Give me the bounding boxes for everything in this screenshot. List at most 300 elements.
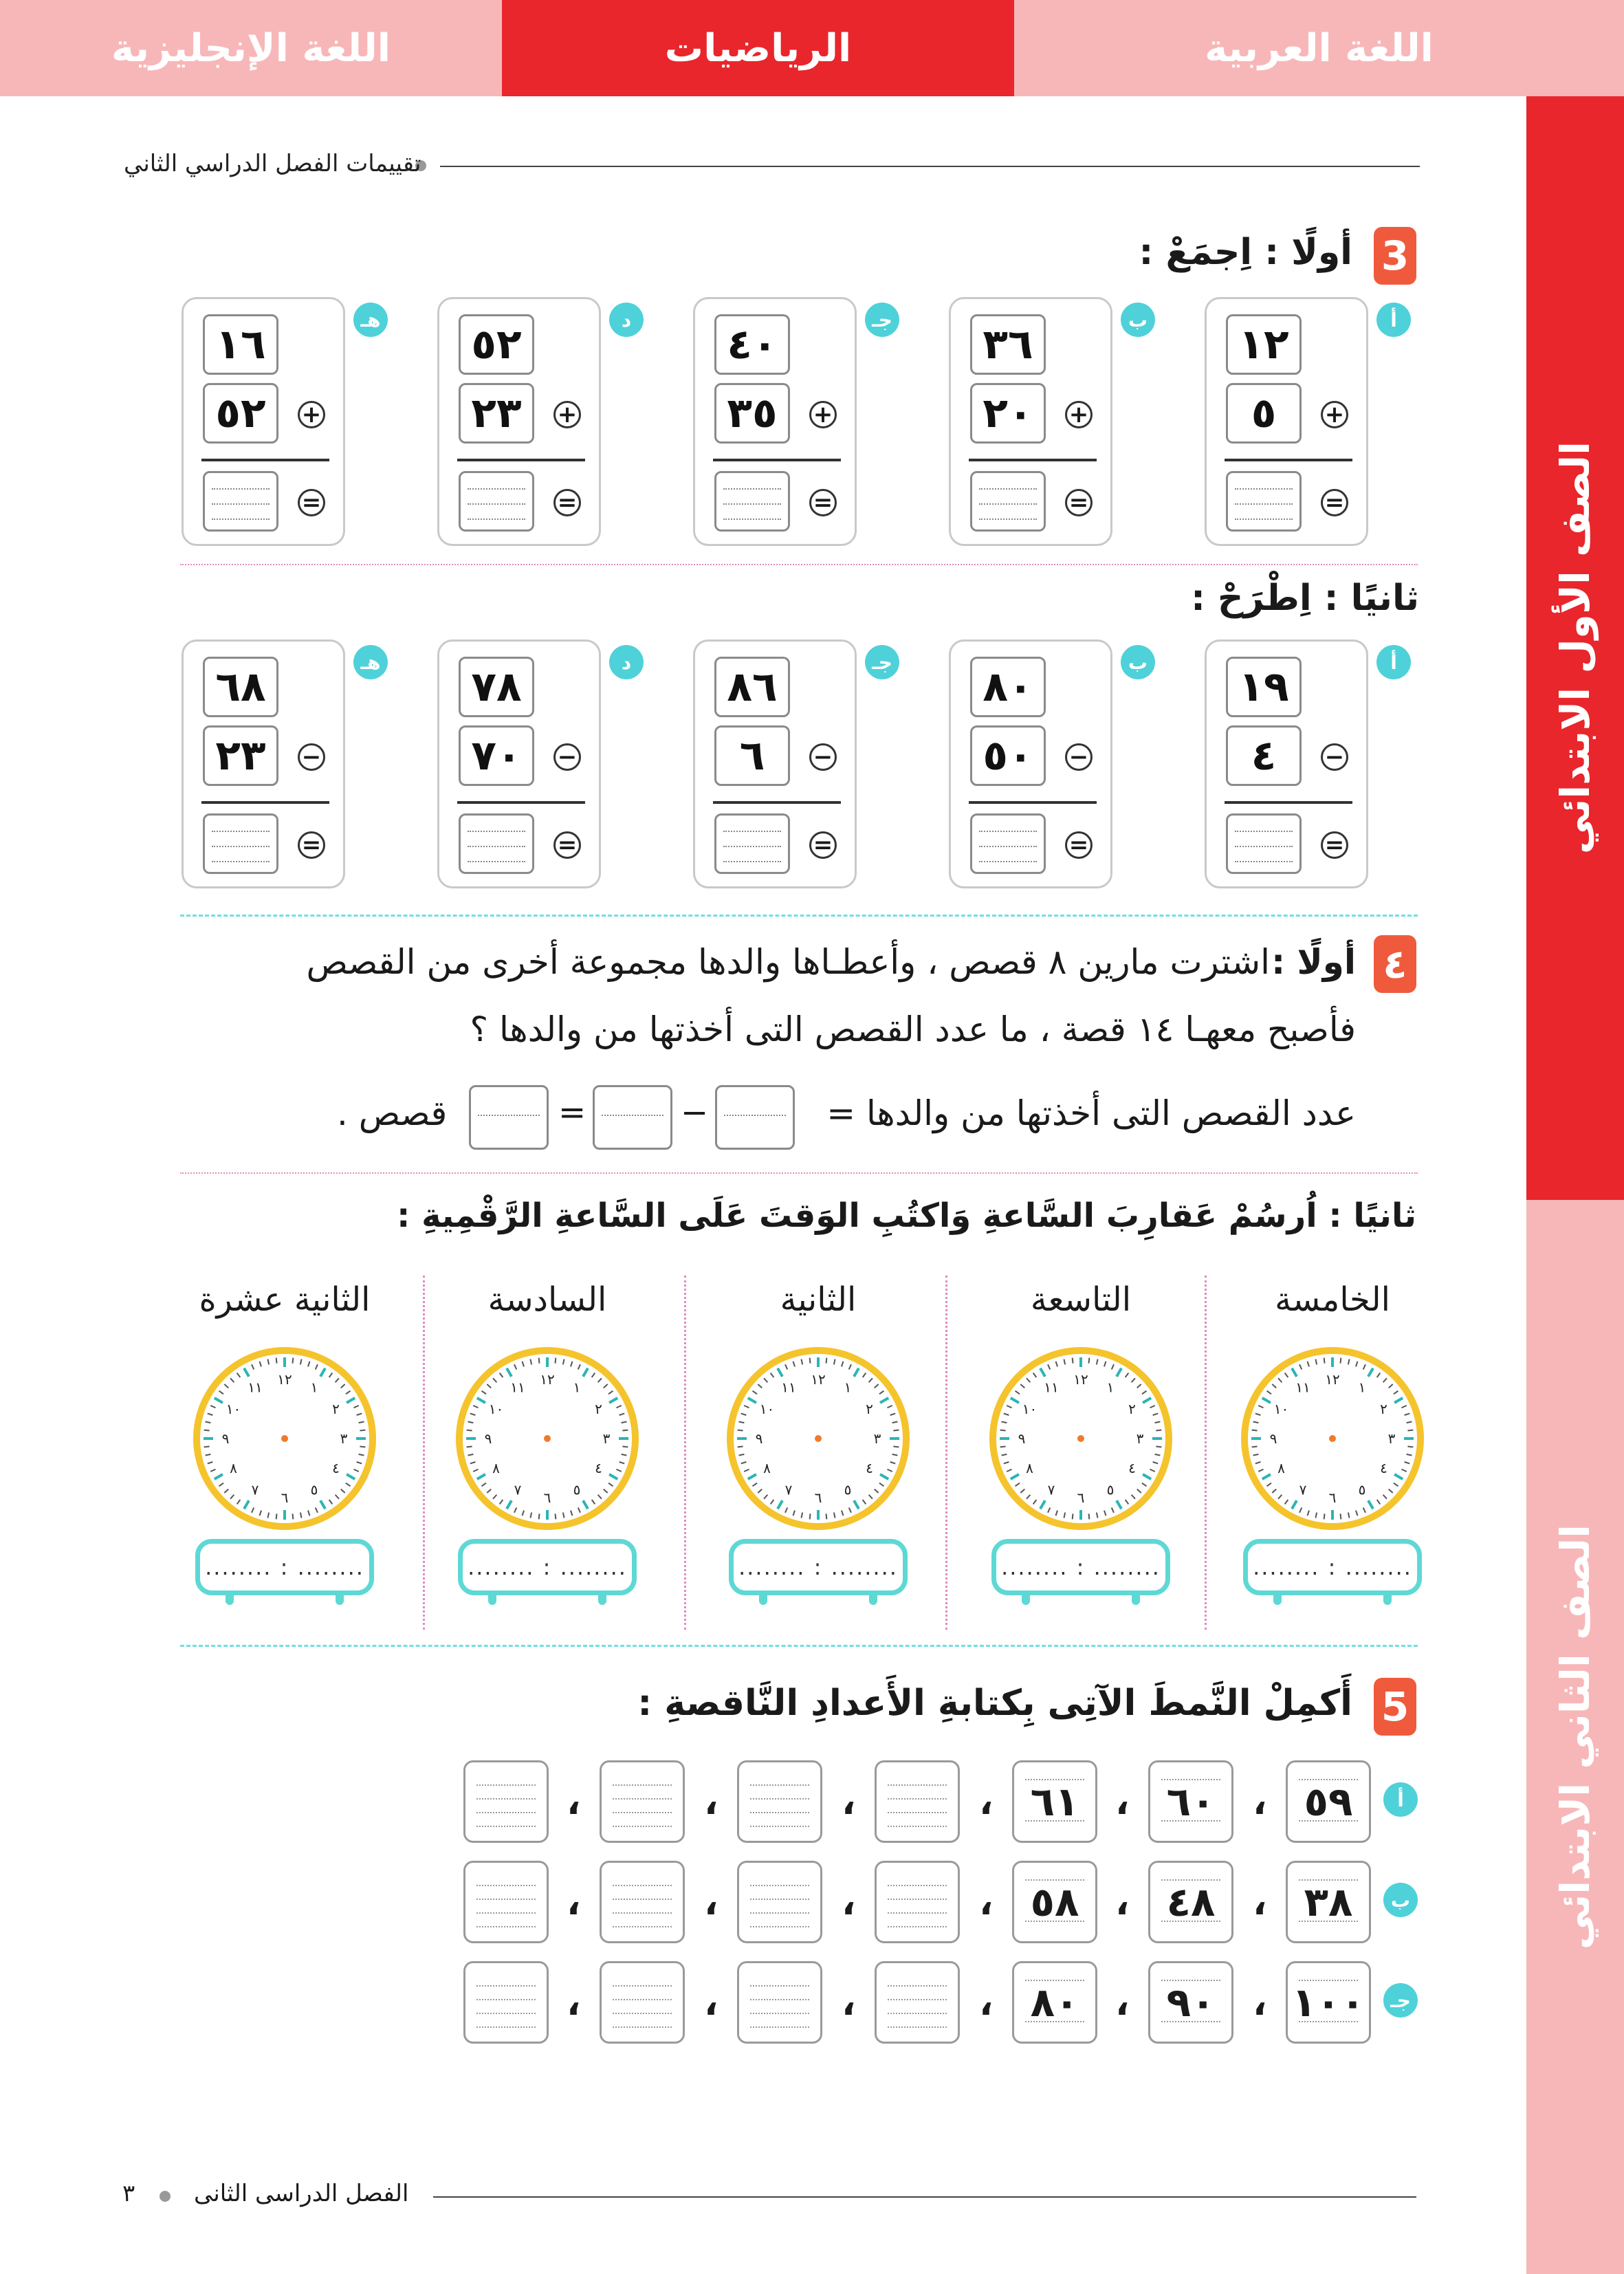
addition-bottom-number: ٣٥: [714, 383, 790, 444]
dotted-guide: [750, 2013, 809, 2014]
clock-tick: [555, 1513, 556, 1519]
clock-number: ٩: [1018, 1430, 1026, 1447]
clock-tick: [204, 1446, 210, 1447]
addition-letter-badge: جـ: [865, 303, 899, 337]
clock-number: ٢: [1128, 1401, 1136, 1417]
dotted-guide: [1161, 1980, 1220, 1981]
clock-number: ١: [573, 1379, 581, 1396]
pattern-answer-box[interactable]: [600, 1760, 685, 1843]
digital-clock-foot: [598, 1595, 606, 1605]
dotted-guide: [476, 1912, 536, 1914]
divider-q3: [180, 564, 1418, 565]
divider-q3-q4: [180, 915, 1418, 917]
addition-letter-badge: ب: [1121, 303, 1155, 337]
dotted-guide: [750, 1784, 809, 1786]
addition-letter-badge: د: [609, 303, 644, 337]
dotted-guide: [613, 1826, 672, 1827]
dotted-guide: [613, 1926, 672, 1927]
subtraction-top-number: ٦٨: [203, 657, 278, 717]
addition-operator-icon: +: [1065, 401, 1093, 428]
clock-number: ١٠: [1022, 1401, 1038, 1417]
addition-card: [437, 297, 601, 546]
dotted-guide: [1025, 1879, 1084, 1881]
subtraction-card: [182, 639, 345, 888]
subtraction-bottom-number: ٤: [1226, 725, 1302, 786]
clock-number: ٣: [340, 1430, 348, 1447]
dotted-guide: [888, 1812, 947, 1813]
equals-icon: =: [553, 831, 581, 859]
clock-tick: [1324, 1358, 1325, 1364]
equals-icon: =: [1065, 831, 1093, 859]
clock-tick: [622, 1430, 628, 1431]
dotted-guide: [613, 1798, 672, 1800]
clock-number: ٢: [866, 1401, 873, 1417]
subtraction-card: [1205, 639, 1368, 888]
digital-clock-field[interactable]: ........ : ........: [729, 1539, 908, 1595]
clock-number: ٦: [281, 1489, 289, 1506]
clock-number: ١٢: [1325, 1371, 1340, 1388]
addition-bottom-number: ٥٢: [203, 383, 278, 444]
pattern-number-box: [1286, 1861, 1371, 1943]
clock-tick: [1324, 1513, 1325, 1519]
dotted-guide: [1299, 1921, 1358, 1922]
subtraction-operator-icon: −: [1065, 743, 1093, 771]
clock-tick: [467, 1446, 472, 1447]
pattern-number: ٤٨: [1166, 1879, 1216, 1925]
dotted-guide: [1161, 1779, 1220, 1780]
addition-card: [182, 297, 345, 546]
header-rule: [440, 166, 1420, 167]
subtraction-top-number: ٨٠: [970, 657, 1046, 717]
pattern-comma: ،: [979, 1880, 994, 1923]
clock-tick: [893, 1446, 899, 1447]
digital-clock-foot: [869, 1595, 877, 1605]
addition-operator-icon: +: [298, 401, 325, 428]
dotted-guide: [888, 2026, 947, 2028]
clock-tick: [1252, 1430, 1258, 1431]
dotted-guide: [1025, 1820, 1084, 1822]
dotted-guide: [888, 1784, 947, 1786]
clock-number: ٦: [1328, 1489, 1337, 1506]
addition-operator-icon: +: [553, 401, 581, 428]
subtraction-answer-box[interactable]: [203, 813, 278, 874]
dotted-guide: [750, 1798, 809, 1800]
dotted-guide: [1025, 1779, 1084, 1780]
pattern-comma: ،: [1115, 1880, 1130, 1923]
dotted-guide: [750, 1926, 809, 1927]
pattern-comma: ،: [1253, 1980, 1267, 2024]
dotted-guide: [476, 1812, 536, 1813]
dotted-guide: [613, 2013, 672, 2014]
clock-number: ٦: [814, 1489, 822, 1506]
subtraction-bottom-number: ٢٣: [203, 725, 278, 786]
pattern-comma: ،: [1115, 1980, 1130, 2024]
clock-heading: ثانيًا : اُرسُمْ عَقارِبَ السَّاعةِ وَاكتُبِ الوَقتَ عَلَى السَّاعةِ الرَّقْمِيةِ :: [397, 1196, 1416, 1235]
digital-clock-field[interactable]: ........ : ........: [991, 1539, 1170, 1595]
clock-number: ٧: [251, 1481, 259, 1498]
dotted-guide: [888, 1826, 947, 1827]
pattern-answer-box[interactable]: [600, 1861, 685, 1943]
pattern-comma: ،: [567, 1880, 581, 1923]
addition-answer-box[interactable]: [203, 471, 278, 532]
footer-text: الفصل الدراسى الثانى: [194, 2180, 409, 2207]
dotted-guide: [888, 2013, 947, 2014]
equals-icon: =: [1321, 489, 1348, 516]
clock-label: الخامسة: [1275, 1280, 1390, 1319]
clock-label: التاسعة: [1030, 1280, 1132, 1319]
clock-tick: [1156, 1446, 1161, 1447]
subtraction-answer-box[interactable]: [459, 813, 534, 874]
addition-card: [1205, 297, 1368, 546]
analog-clock-icon[interactable]: [722, 1342, 914, 1535]
pattern-comma: ،: [704, 1880, 718, 1923]
digital-clock-foot: [336, 1595, 344, 1605]
clock-number: ١٠: [488, 1401, 504, 1417]
pattern-number-box: [1148, 1961, 1233, 2044]
section-number-5: 5: [1374, 1678, 1416, 1736]
clock-separator: [684, 1276, 686, 1630]
pattern-number-box: [1286, 1760, 1371, 1843]
clock-tick: [292, 1513, 293, 1519]
dotted-guide: [888, 1985, 947, 1987]
side-tab-grade2-label: الصف الثاني الابتدائي: [1552, 1524, 1599, 1950]
clock-center-dot: [815, 1435, 822, 1442]
pattern-answer-box[interactable]: [875, 1760, 960, 1843]
pattern-comma: ،: [842, 1880, 856, 1923]
dotted-guide: [1161, 1921, 1220, 1922]
pattern-letter-badge: أ: [1383, 1782, 1418, 1817]
pattern-answer-box[interactable]: [463, 1861, 549, 1943]
dotted-guide: [750, 1812, 809, 1813]
digital-clock-foot: [226, 1595, 234, 1605]
divider-q4-q5: [180, 1645, 1418, 1647]
clock-number: ٨: [1026, 1460, 1033, 1476]
pattern-answer-box[interactable]: [600, 1961, 685, 2044]
clock-number: ٤: [595, 1460, 602, 1476]
pattern-number-box: [1012, 1861, 1097, 1943]
clock-number: ١٠: [759, 1401, 775, 1417]
answer-box-2[interactable]: [593, 1085, 672, 1150]
clock-number: ١٢: [1073, 1371, 1088, 1388]
pattern-number: ٥٨: [1030, 1879, 1079, 1925]
pattern-number: ١٠٠: [1291, 1979, 1365, 2026]
clock-number: ٧: [514, 1481, 522, 1498]
addition-top-number: ٤٠: [714, 314, 790, 375]
digital-clock-field[interactable]: ........ : ........: [195, 1539, 374, 1595]
dotted-guide: [1161, 1879, 1220, 1881]
addition-operator-icon: +: [809, 401, 837, 428]
equals-icon: =: [809, 831, 837, 859]
subtraction-rule: [457, 801, 585, 804]
dotted-guide: [476, 1784, 536, 1786]
digital-clock-field[interactable]: ........ : ........: [1243, 1539, 1422, 1595]
clock-separator: [423, 1276, 425, 1630]
clock-tick: [1088, 1358, 1089, 1364]
clock-tick: [1000, 1430, 1006, 1431]
q4-line2: فأصبح معهـا ١٤ قصة ، ما عدد القصص التى أخذتها من والدها ؟: [470, 1009, 1356, 1049]
page-number: ٣: [122, 2180, 135, 2207]
clock-number: ٣: [1136, 1430, 1144, 1447]
clock-tick: [204, 1430, 210, 1431]
subtraction-top-number: ١٩: [1226, 657, 1302, 717]
analog-clock-icon[interactable]: [188, 1342, 381, 1535]
clock-number: ٩: [755, 1430, 763, 1447]
clock-number: ٨: [492, 1460, 500, 1476]
clock-number: ٢: [1380, 1401, 1387, 1417]
section-number-4: ٤: [1374, 935, 1416, 993]
add-heading: أولًا : اِجمَعْ :: [1139, 232, 1352, 273]
clock-tick: [738, 1446, 743, 1447]
clock-tick: [622, 1446, 628, 1447]
clock-number: ٥: [844, 1481, 852, 1498]
dotted-guide: [476, 1999, 536, 2000]
dotted-guide: [1025, 1980, 1084, 1981]
subtraction-answer-box[interactable]: [714, 813, 790, 874]
pattern-comma: ،: [1253, 1780, 1267, 1823]
clock-number: ٦: [1077, 1489, 1085, 1506]
addition-bottom-number: ٢٠: [970, 383, 1046, 444]
clock-number: ٤: [1380, 1460, 1387, 1476]
clock-number: ٥: [310, 1481, 318, 1498]
pattern-comma: ،: [842, 1780, 856, 1823]
answer-box-3[interactable]: [469, 1085, 549, 1150]
clock-number: ١١: [1044, 1379, 1059, 1396]
pattern-answer-box[interactable]: [463, 1961, 549, 2044]
pattern-number-box: [1286, 1961, 1371, 2044]
addition-card: [949, 297, 1112, 546]
header-title: تقييمات الفصل الدراسي الثاني: [124, 150, 421, 177]
equals-icon: =: [298, 831, 325, 859]
pattern-answer-box[interactable]: [737, 1861, 822, 1943]
answer-box-1[interactable]: [715, 1085, 795, 1150]
dotted-guide: [1299, 1820, 1358, 1822]
clock-tick: [555, 1358, 556, 1364]
pattern-answer-box[interactable]: [463, 1760, 549, 1843]
clock-center-dot: [1329, 1435, 1336, 1442]
clock-tick: [276, 1358, 277, 1364]
dotted-guide: [888, 1899, 947, 1900]
clock-separator: [1205, 1276, 1207, 1630]
side-tab-grade1[interactable]: [1526, 96, 1624, 1200]
dotted-guide: [1299, 1879, 1358, 1881]
dotted-guide: [476, 2013, 536, 2014]
subtraction-answer-box[interactable]: [970, 813, 1046, 874]
addition-rule: [1225, 459, 1352, 461]
clock-number: ١: [844, 1379, 852, 1396]
dotted-guide: [750, 2026, 809, 2028]
analog-clock-icon[interactable]: [451, 1342, 644, 1535]
tab-english[interactable]: اللغة الإنجليزية: [0, 0, 502, 96]
clock-tick: [292, 1358, 293, 1364]
pattern-comma: ،: [979, 1780, 994, 1823]
clock-number: ٩: [1269, 1430, 1277, 1447]
clock-number: ٥: [1106, 1481, 1115, 1498]
pattern-comma: ،: [1253, 1880, 1267, 1923]
clock-tick: [1407, 1430, 1413, 1431]
pattern-number-box: [1148, 1760, 1233, 1843]
digital-clock-field[interactable]: ........ : ........: [458, 1539, 637, 1595]
subtraction-operator-icon: −: [809, 743, 837, 771]
dotted-guide: [1161, 1820, 1220, 1822]
dotted-guide: [750, 1885, 809, 1886]
addition-card: [693, 297, 857, 546]
equals-icon: =: [1321, 831, 1348, 859]
digital-clock-foot: [1383, 1595, 1392, 1605]
clock-tick: [360, 1446, 365, 1447]
clock-number: ١: [310, 1379, 318, 1396]
analog-clock-icon[interactable]: [1236, 1342, 1429, 1535]
dotted-guide: [613, 1899, 672, 1900]
clock-number: ٣: [873, 1430, 881, 1447]
digital-clock-foot: [488, 1595, 496, 1605]
pattern-answer-box[interactable]: [737, 1961, 822, 2044]
subtraction-rule: [713, 801, 841, 804]
subtraction-letter-badge: هـ: [353, 645, 388, 679]
clock-number: ٧: [784, 1481, 793, 1498]
addition-rule: [201, 459, 329, 461]
pattern-comma: ،: [704, 1780, 718, 1823]
addition-rule: [969, 459, 1097, 461]
addition-top-number: ١٦: [203, 314, 278, 375]
footer-dot: [160, 2191, 171, 2202]
subtraction-bottom-number: ٦: [714, 725, 790, 786]
subtraction-operator-icon: −: [1321, 743, 1348, 771]
pattern-letter-badge: ب: [1383, 1883, 1418, 1917]
pattern-comma: ،: [979, 1980, 994, 2024]
subtraction-rule: [969, 801, 1097, 804]
addition-letter-badge: هـ: [353, 303, 388, 337]
tab-math[interactable]: الرياضيات: [502, 0, 1014, 96]
pattern-number: ٦١: [1030, 1778, 1079, 1825]
q4-line1: اشترت مارين ٨ قصص ، وأعطـاها والدها مجموعة أخرى من القصص: [306, 942, 1270, 982]
addition-letter-badge: أ: [1376, 303, 1411, 337]
dotted-guide: [613, 2026, 672, 2028]
addition-top-number: ١٢: [1226, 314, 1302, 375]
clock-tick: [1000, 1446, 1006, 1447]
clock-number: ٨: [230, 1460, 237, 1476]
dotted-guide: [476, 1798, 536, 1800]
addition-answer-box[interactable]: [459, 471, 534, 532]
clock-tick: [360, 1430, 365, 1431]
pattern-comma: ،: [842, 1980, 856, 2024]
dotted-guide: [613, 1784, 672, 1786]
dotted-guide: [888, 1885, 947, 1886]
dotted-guide: [750, 1826, 809, 1827]
clock-number: ٨: [763, 1460, 771, 1476]
clock-number: ٣: [1387, 1430, 1396, 1447]
digital-clock-foot: [1022, 1595, 1030, 1605]
tab-arabic[interactable]: اللغة العربية: [1014, 0, 1624, 96]
dotted-guide: [750, 1899, 809, 1900]
clock-label: الثانية: [780, 1280, 857, 1319]
dotted-guide: [1025, 1921, 1084, 1922]
dotted-guide: [613, 1885, 672, 1886]
pattern-comma: ،: [1115, 1780, 1130, 1823]
addition-top-number: ٥٢: [459, 314, 534, 375]
dotted-guide: [613, 1985, 672, 1987]
subtraction-bottom-number: ٥٠: [970, 725, 1046, 786]
pattern-number: ٥٩: [1304, 1778, 1353, 1825]
addition-bottom-number: ٢٣: [459, 383, 534, 444]
subtraction-operator-icon: −: [298, 743, 325, 771]
subtract-heading: ثانيًا : اِطْرَحْ :: [1191, 578, 1419, 619]
clock-number: ٧: [1047, 1481, 1055, 1498]
side-tab-grade2[interactable]: [1526, 1200, 1624, 2274]
side-tab-grade1-label: الصف الأول الابتدائي: [1552, 441, 1599, 855]
dotted-guide: [888, 1926, 947, 1927]
clock-number: ٤: [1128, 1460, 1136, 1476]
dotted-guide: [476, 1826, 536, 1827]
clock-label: السادسة: [487, 1280, 607, 1319]
clock-tick: [810, 1358, 811, 1364]
subtraction-card: [949, 639, 1112, 888]
pattern-answer-box[interactable]: [875, 1861, 960, 1943]
clock-tick: [893, 1430, 899, 1431]
clock-number: ٤: [332, 1460, 340, 1476]
clock-number: ٢: [595, 1401, 602, 1417]
pattern-answer-box[interactable]: [875, 1961, 960, 2044]
subtraction-answer-box[interactable]: [1226, 813, 1302, 874]
clock-number: ٥: [573, 1481, 581, 1498]
q4-line3-suffix: قصص .: [337, 1093, 448, 1133]
dotted-guide: [888, 1999, 947, 2000]
pattern-number-box: [1012, 1760, 1097, 1843]
pattern-heading: أَكمِلْ النَّمطَ الآتِى بِكتابةِ الأَعدادِ النَّاقصةِ :: [637, 1683, 1352, 1724]
addition-bottom-number: ٥: [1226, 383, 1302, 444]
pattern-comma: ،: [567, 1780, 581, 1823]
clock-label: الثانية عشرة: [199, 1280, 371, 1319]
addition-top-number: ٣٦: [970, 314, 1046, 375]
clock-center-dot: [1077, 1435, 1084, 1442]
dotted-guide: [750, 1999, 809, 2000]
pattern-answer-box[interactable]: [737, 1760, 822, 1843]
dotted-guide: [613, 1812, 672, 1813]
addition-answer-box[interactable]: [714, 471, 790, 532]
clock-number: ٤: [866, 1460, 873, 1476]
clock-number: ١٠: [1273, 1401, 1289, 1417]
digital-clock-foot: [1273, 1595, 1282, 1605]
clock-number: ١١: [781, 1379, 796, 1396]
subtraction-letter-badge: ب: [1121, 645, 1155, 679]
equals-icon: =: [1065, 489, 1093, 516]
dotted-guide: [1299, 1779, 1358, 1780]
addition-answer-box[interactable]: [1226, 471, 1302, 532]
clock-tick: [1252, 1446, 1258, 1447]
addition-answer-box[interactable]: [970, 471, 1046, 532]
equals-icon: =: [809, 489, 837, 516]
pattern-letter-badge: جـ: [1383, 1983, 1418, 2018]
addition-rule: [457, 459, 585, 461]
clock-number: ٢: [332, 1401, 340, 1417]
dotted-guide: [476, 2026, 536, 2028]
dotted-guide: [476, 1885, 536, 1886]
subtraction-letter-badge: جـ: [865, 645, 899, 679]
subtraction-letter-badge: أ: [1376, 645, 1411, 679]
minus-sign: −: [681, 1093, 709, 1132]
dotted-guide: [1025, 2021, 1084, 2022]
clock-number: ٦: [543, 1489, 551, 1506]
section-number-3: 3: [1374, 227, 1416, 285]
pattern-number: ٦٠: [1166, 1778, 1216, 1825]
clock-number: ١٠: [226, 1401, 241, 1417]
subtraction-card: [437, 639, 601, 888]
clock-number: ٨: [1277, 1460, 1285, 1476]
clock-tick: [1340, 1513, 1341, 1519]
clock-number: ٩: [484, 1430, 492, 1447]
clock-tick: [276, 1513, 277, 1519]
analog-clock-icon[interactable]: [985, 1342, 1177, 1535]
subtraction-top-number: ٧٨: [459, 657, 534, 717]
